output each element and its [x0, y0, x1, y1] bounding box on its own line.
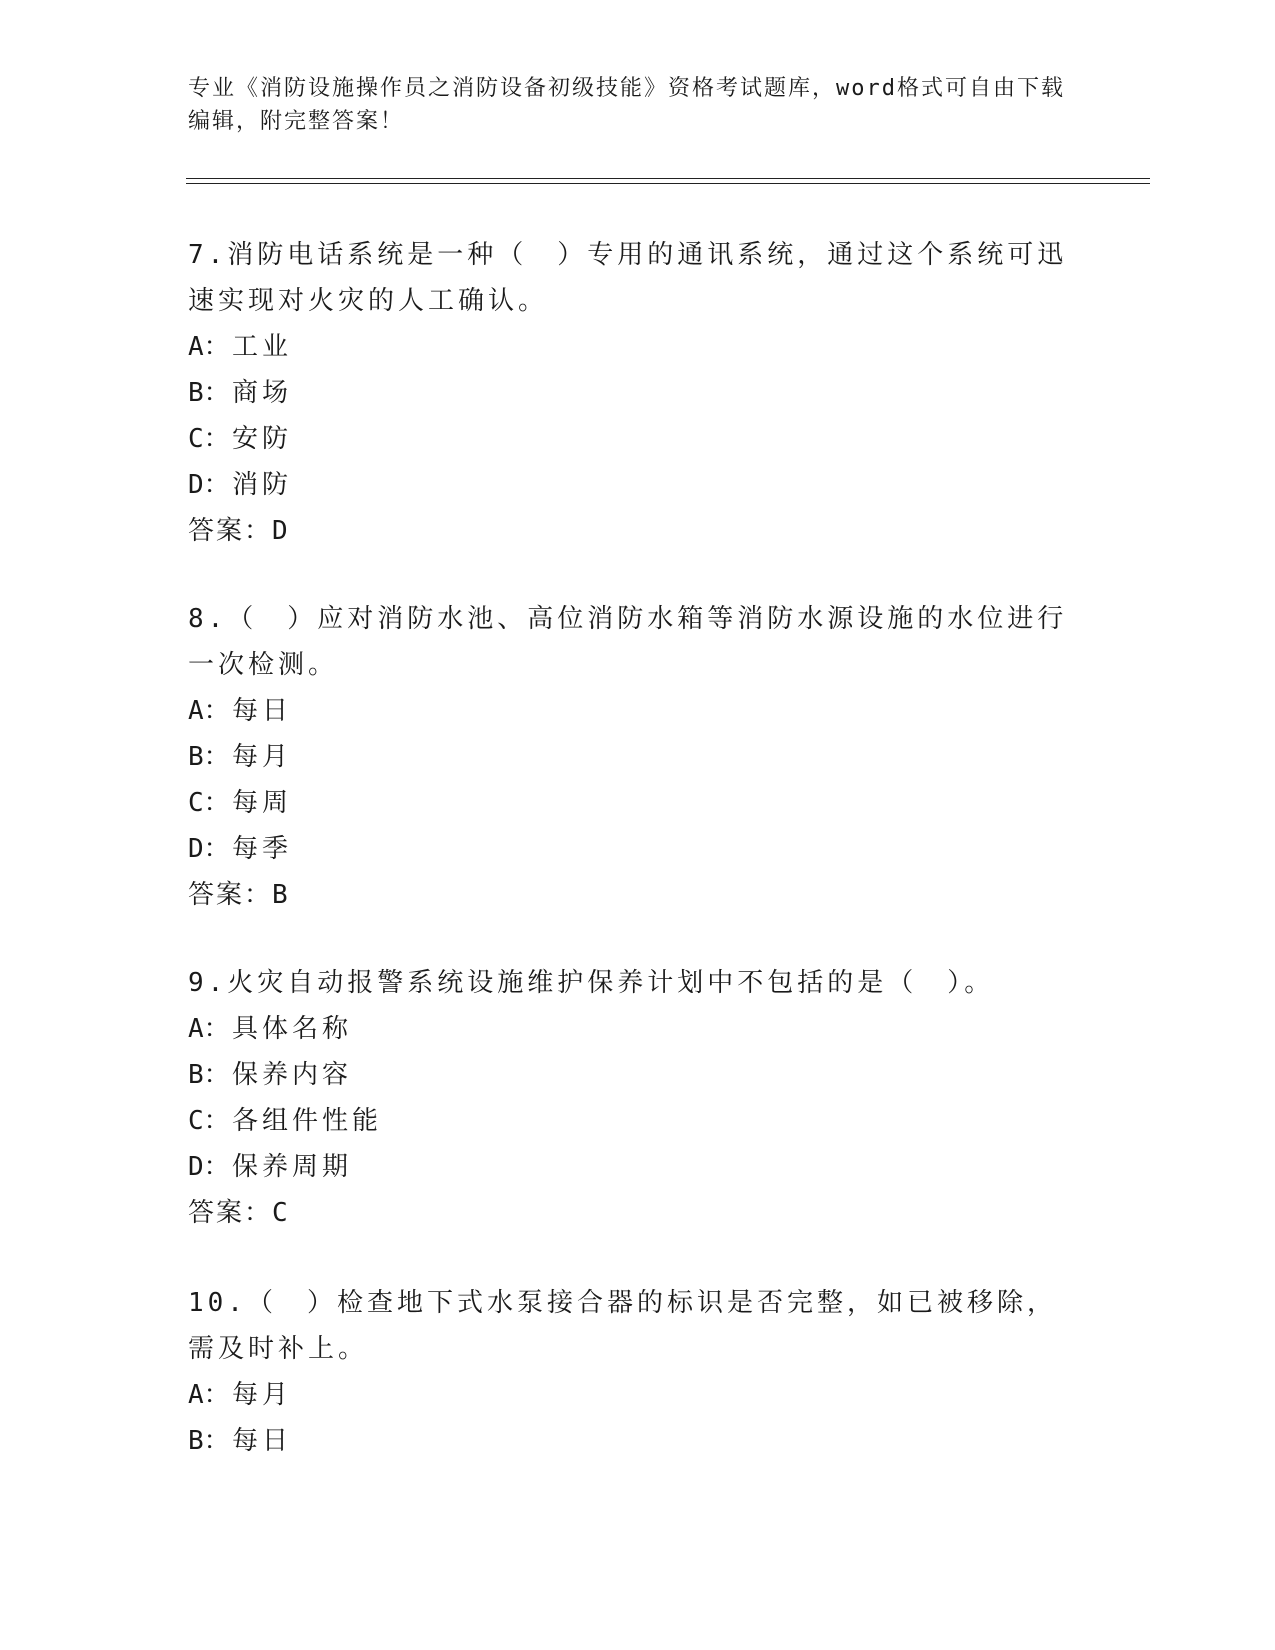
question-stem: 8.（ ）应对消防水池、高位消防水箱等消防水源设施的水位进行一次检测。 [188, 604, 1068, 680]
option-key: A： [188, 1014, 230, 1044]
option-key: B： [188, 1060, 230, 1090]
answer-line [188, 1190, 1068, 1236]
option-a [188, 688, 1068, 734]
option-text: 消防 [232, 470, 293, 500]
option-key: D： [188, 1152, 230, 1182]
option-key: C： [188, 788, 230, 818]
option-text: 安防 [232, 424, 293, 454]
question-10 [188, 1280, 1068, 1464]
option-text: 每日 [232, 1426, 293, 1456]
option-a [188, 324, 1068, 370]
answer-value: C [272, 1198, 290, 1228]
option-key: B： [188, 1426, 230, 1456]
option-text: 每季 [232, 834, 293, 864]
option-key: A： [188, 332, 230, 362]
option-key: C： [188, 1106, 230, 1136]
option-d [188, 462, 1068, 508]
option-c [188, 416, 1068, 462]
question-stem: 10.（ ）检查地下式水泵接合器的标识是否完整，如已被移除，需及时补上。 [188, 1288, 1057, 1364]
header-rule-top [186, 178, 1150, 179]
option-key: B： [188, 378, 230, 408]
answer-label: 答案： [188, 1198, 273, 1228]
option-key: A： [188, 1380, 230, 1410]
question-stem: 7.消防电话系统是一种（ ）专用的通讯系统，通过这个系统可迅速实现对火灾的人工确认。 [188, 240, 1068, 316]
answer-value: D [272, 516, 290, 546]
option-c [188, 780, 1068, 826]
option-key: D： [188, 470, 230, 500]
option-key: A： [188, 696, 230, 726]
option-text: 商场 [232, 378, 293, 408]
option-a [188, 1006, 1068, 1052]
question-8 [188, 596, 1068, 918]
option-d [188, 1144, 1068, 1190]
option-text: 工业 [232, 332, 293, 362]
option-key: C： [188, 424, 230, 454]
option-c [188, 1098, 1068, 1144]
option-b [188, 1418, 1068, 1464]
option-text: 每月 [232, 1380, 293, 1410]
option-text: 保养内容 [232, 1060, 353, 1090]
option-text: 每周 [232, 788, 293, 818]
answer-line [188, 508, 1068, 554]
answer-value: B [272, 880, 290, 910]
answer-line [188, 872, 1068, 918]
header-rule-bottom [186, 183, 1150, 184]
answer-label: 答案： [188, 880, 273, 910]
option-text: 每日 [232, 696, 293, 726]
answer-label: 答案： [188, 516, 273, 546]
question-stem: 9.火灾自动报警系统设施维护保养计划中不包括的是（ ）。 [188, 968, 995, 998]
question-9 [188, 960, 1068, 1236]
option-text: 各组件性能 [232, 1106, 383, 1136]
option-text: 保养周期 [232, 1152, 353, 1182]
option-key: B： [188, 742, 230, 772]
option-text: 具体名称 [232, 1014, 353, 1044]
option-a [188, 1372, 1068, 1418]
option-b [188, 734, 1068, 780]
option-b [188, 1052, 1068, 1098]
question-7 [188, 232, 1068, 554]
option-b [188, 370, 1068, 416]
document-header: 专业《消防设施操作员之消防设备初级技能》资格考试题库，word格式可自由下载编辑，附完整答案！ [188, 76, 1065, 134]
option-d [188, 826, 1068, 872]
option-key: D： [188, 834, 230, 864]
option-text: 每月 [232, 742, 293, 772]
